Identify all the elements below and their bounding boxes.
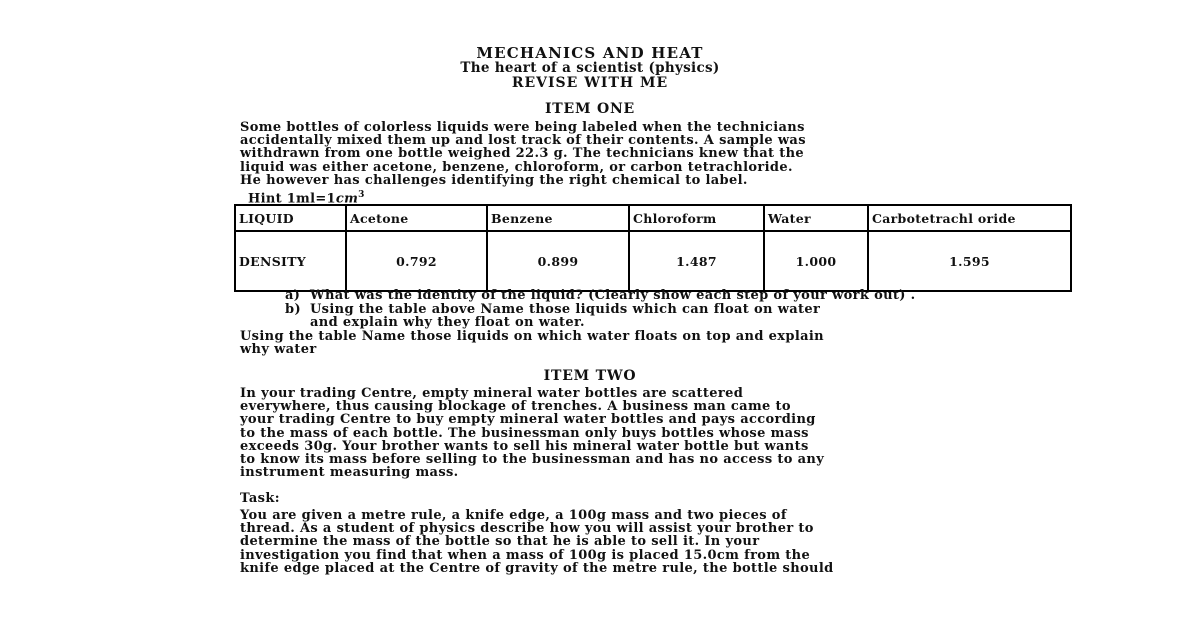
paragraph-line: withdrawn from one bottle weighed 22.3 g. The technicians knew that the	[240, 146, 805, 162]
item-two-paragraph	[240, 387, 824, 479]
paragraph-line: In your trading Centre, empty mineral water bottles are scattered	[240, 386, 744, 401]
hint-prefix: Hint 1ml=1	[248, 191, 336, 207]
density-value: 0.899	[487, 231, 629, 291]
doc-title: MECHANICS AND HEAT	[476, 44, 704, 62]
doc-tagline: REVISE WITH ME	[511, 75, 669, 91]
table-header-cell: Chloroform	[629, 205, 764, 231]
paragraph-line: to the mass of each bottle. The businessman only buys bottles whose mass	[240, 425, 809, 441]
table-density-row	[235, 231, 1071, 291]
hint-superscript: 3	[358, 190, 365, 200]
table-header-cell: LIQUID	[235, 205, 346, 231]
question-b-marker: b)	[285, 301, 301, 317]
paragraph-line: Using the table Name those liquids on which water floats on top and explain	[240, 328, 824, 344]
question-b-text: Using the table above Name those liquids which can float on water	[310, 301, 821, 317]
question-a-text: What was the identity of the liquid? (Clearly show each step of your work out) .	[310, 288, 916, 303]
doc-subtitle: The heart of a scientist (physics)	[460, 60, 720, 76]
density-value: 1.000	[764, 231, 868, 291]
paragraph-line: your trading Centre to buy empty mineral water bottles and pays according	[240, 412, 816, 428]
paragraph-line: knife edge placed at the Centre of gravity of the metre rule, the bottle should	[240, 560, 834, 576]
paragraph-line: You are given a metre rule, a knife edge, a 100g mass and two pieces of	[240, 508, 787, 523]
density-row-label: DENSITY	[235, 231, 346, 291]
paragraph-line: Some bottles of colorless liquids were being labeled when the technicians	[240, 120, 805, 135]
paragraph-line: exceeds 30g. Your brother wants to sell his mineral water bottle but wants	[240, 438, 809, 454]
density-table	[234, 204, 1072, 292]
paragraph-line: why water	[240, 342, 317, 358]
density-value: 1.487	[629, 231, 764, 291]
table-header-row	[235, 205, 1071, 231]
table-header-cell: Water	[764, 205, 868, 231]
question-a	[240, 289, 916, 303]
paragraph-line: everywhere, thus causing blockage of trenches. A business man came to	[240, 399, 791, 415]
task-label: Task:	[240, 491, 280, 506]
item-one-questions	[240, 289, 916, 357]
paragraph-line: to know its mass before selling to the businessman and has no access to any	[240, 452, 825, 468]
paragraph-line: thread. As a student of physics describe how you will assist your brother to	[240, 521, 814, 537]
table-header-cell: Benzene	[487, 205, 629, 231]
question-b-continuation: and explain why they float on water.	[310, 315, 585, 331]
question-b	[240, 303, 916, 317]
density-value: 1.595	[868, 231, 1071, 291]
table-header-cell: Carbotetrachl oride	[868, 205, 1071, 231]
item-two-heading: ITEM TWO	[543, 368, 637, 384]
paragraph-line: instrument measuring mass.	[240, 465, 459, 481]
paragraph-line: accidentally mixed them up and lost track of their contents. A sample was	[240, 133, 806, 149]
paragraph-line: determine the mass of the bottle so that he is able to sell it. In your	[240, 534, 760, 550]
density-value: 0.792	[346, 231, 487, 291]
followup-text	[240, 330, 916, 357]
question-a-marker: a)	[285, 288, 301, 303]
paragraph-line: He however has challenges identifying the right chemical to label.	[240, 172, 748, 188]
item-one-heading: ITEM ONE	[544, 101, 636, 117]
table-header-cell: Acetone	[346, 205, 487, 231]
paragraph-line: investigation you find that when a mass of 100g is placed 15.0cm from the	[240, 547, 811, 563]
task-paragraph	[240, 509, 834, 575]
item-one-intro-paragraph	[240, 121, 806, 187]
paragraph-line: liquid was either acetone, benzene, chloroform, or carbon tetrachloride.	[240, 159, 793, 175]
document-header	[240, 46, 940, 91]
hint-unit: cm	[335, 191, 359, 207]
